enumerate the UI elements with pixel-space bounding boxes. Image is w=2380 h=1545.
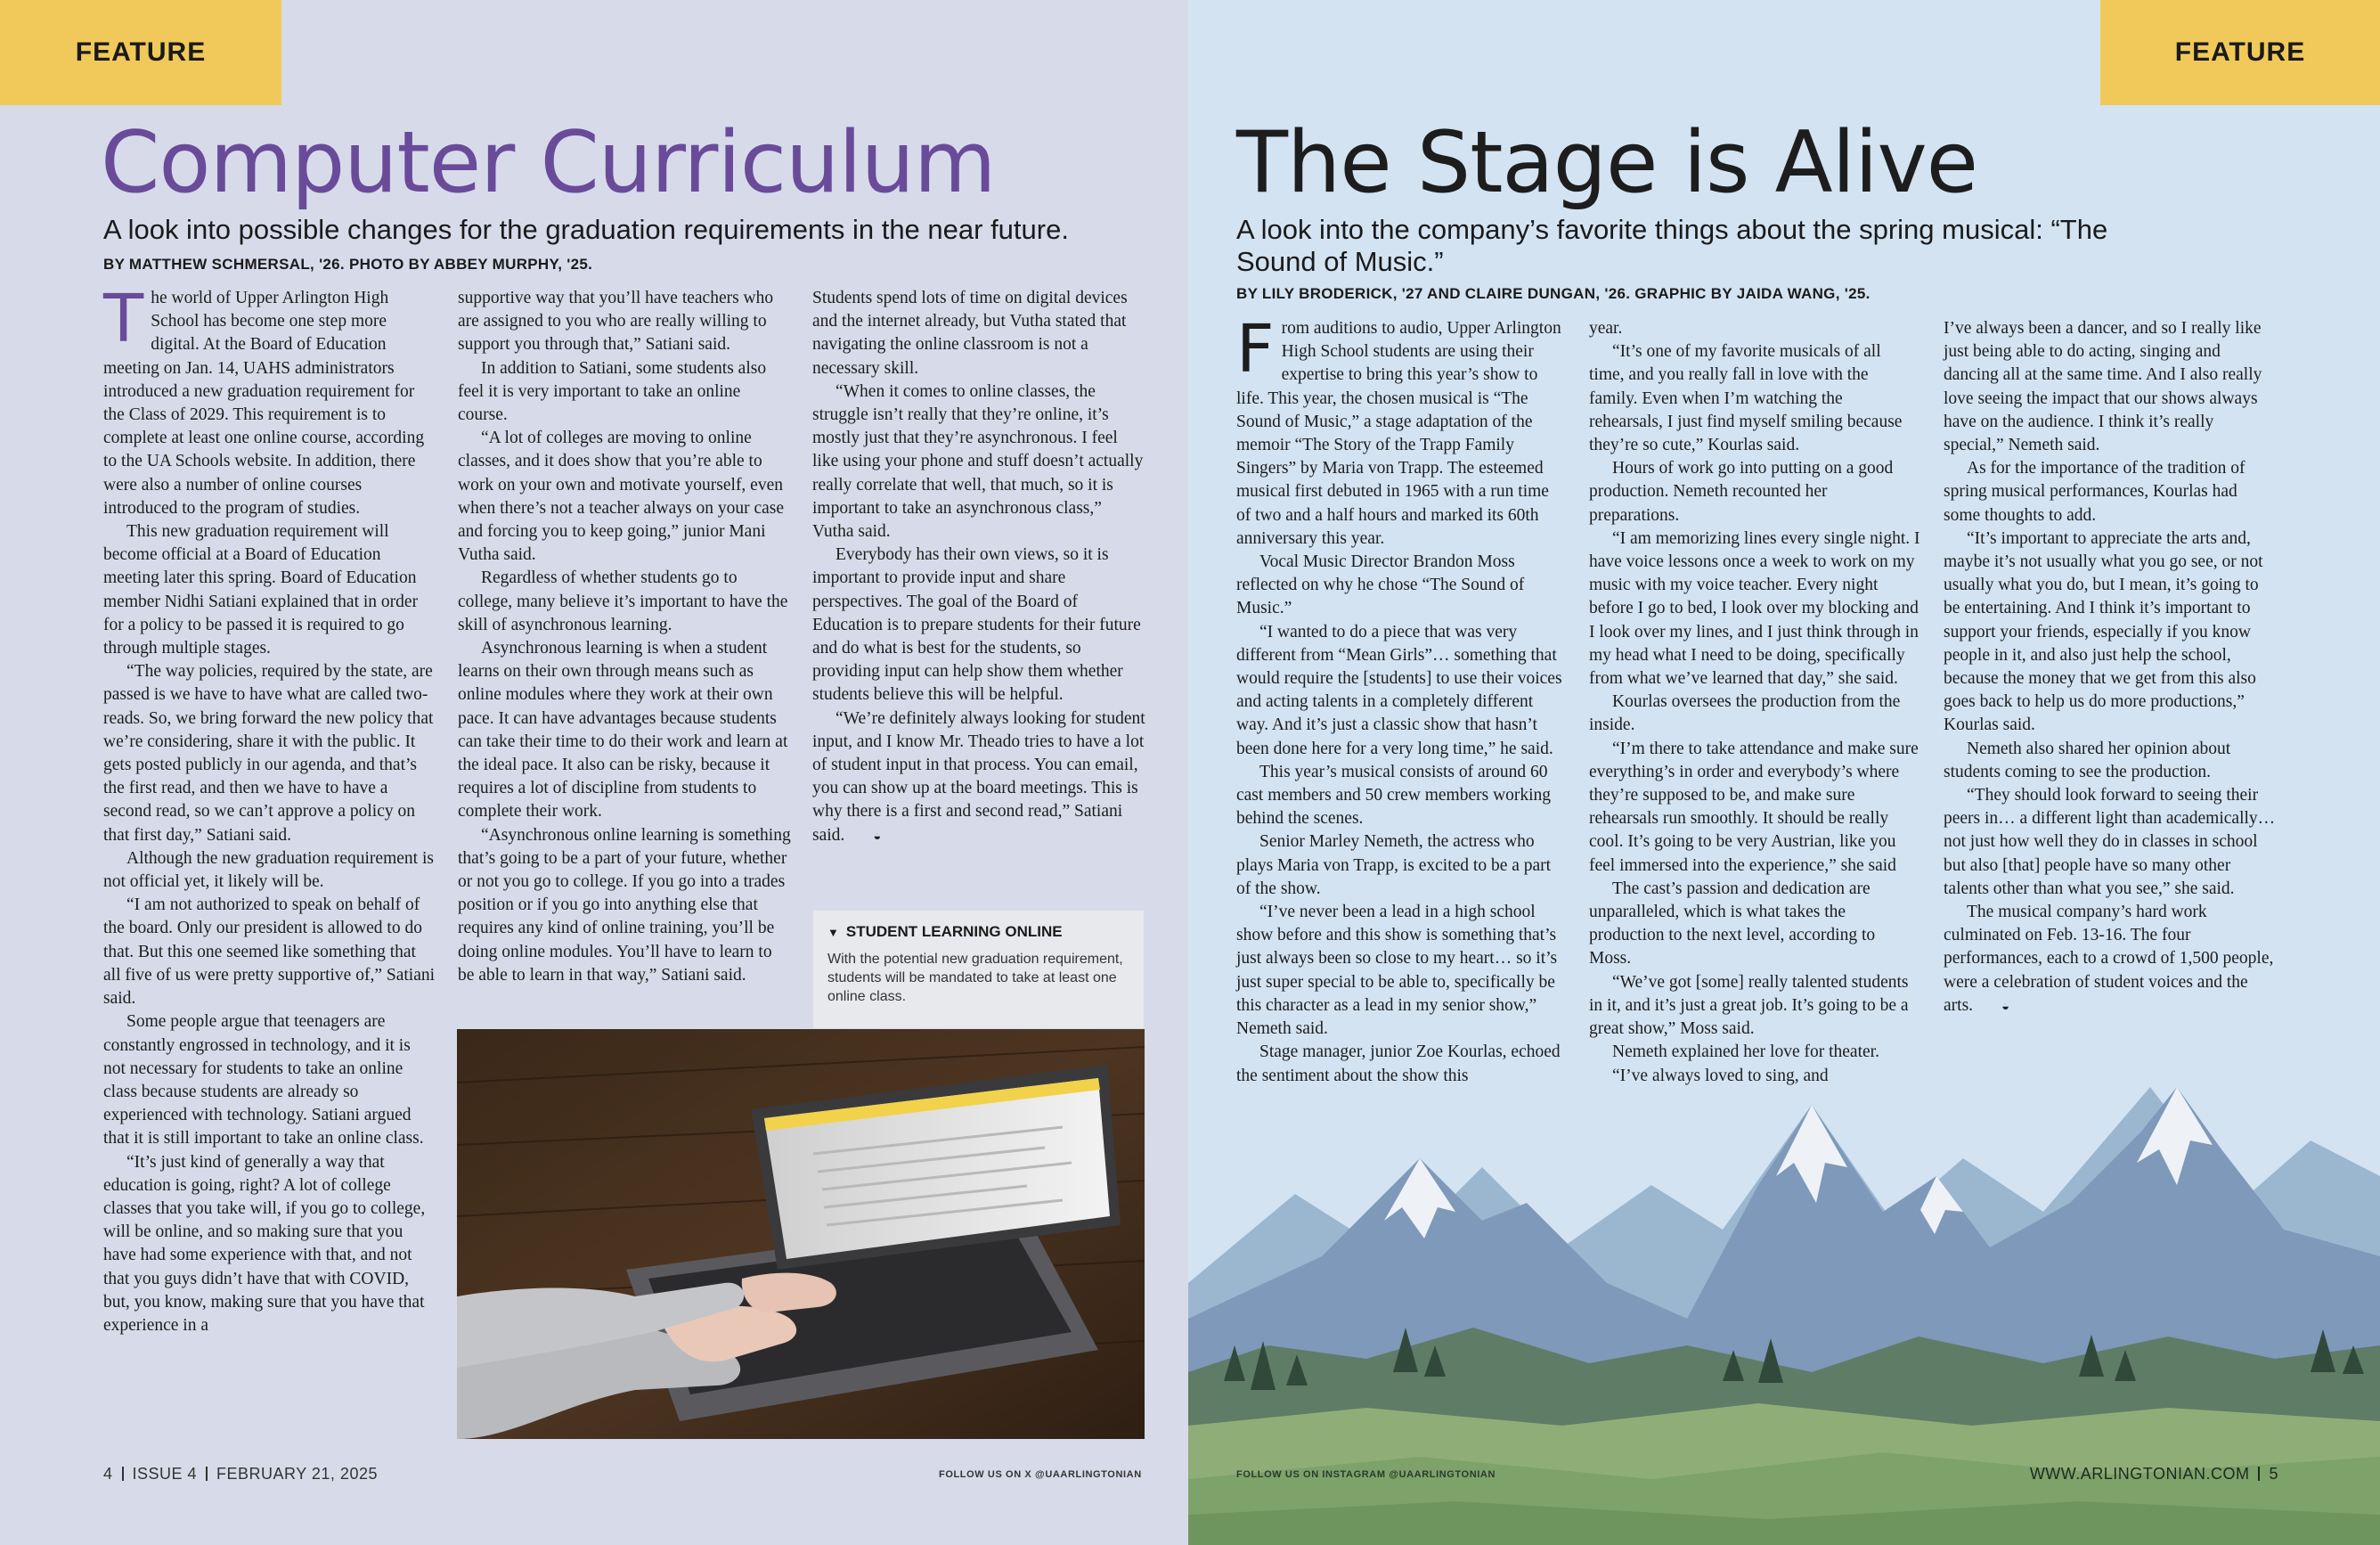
paragraph: The cast’s passion and dedication are unparalleled, which is what takes the production to the next level, according to Moss. xyxy=(1589,879,1876,969)
paragraph: “It’s just kind of generally a way that education is going, right? A lot of college classes that you take will, if you go to college, will be online, and so making sure that you have had some experience with that, and not that you guys didn’t have that with COVID, but, you know, making sure that you have that experience in a xyxy=(103,1152,426,1335)
paragraph: In addition to Satiani, some students also feel it is very important to take an online course. xyxy=(458,358,767,425)
paragraph: “It’s important to appreciate the arts and, maybe it’s not usually what you go see, or not usually what you do, but I mean, it’s going to be entertaining. And I think it’s important to support your friends, especially if you know people in it, and also just help the school, because the money that we get from this also goes back to help us do more productions,” Kourlas said. xyxy=(1944,528,2263,735)
folio-divider xyxy=(2258,1467,2260,1481)
paragraph: “It’s one of my favorite musicals of all time, and you really fall in love with the family. Even when I’m watching the rehearsals, I just find myself smiling because they’re so cute,” Kourlas said. xyxy=(1589,342,1903,455)
article-byline: BY LILY BRODERICK, '27 AND CLAIRE DUNGAN, '26. GRAPHIC BY JAIDA WANG, '25. xyxy=(1236,285,1871,302)
article-title: Computer Curriculum xyxy=(101,114,996,212)
paragraph: This year’s musical consists of around 60 cast members and 50 crew members working behind the scenes. xyxy=(1236,762,1552,829)
paragraph: Everybody has their own views, so it is important to provide input and share perspectives. The goal of the Board of Education is to prepare students for their future and do what is best for the students, so providing input can help show them whether students believe this will be helpful. xyxy=(812,545,1141,705)
paragraph: supportive way that you’ll have teachers who are assigned to you who are really willing to support you through that,” Satiani said. xyxy=(458,289,774,355)
page-number: 5 xyxy=(2269,1465,2278,1483)
paragraph: “I am memorizing lines every single night. I have voice lessons once a week to work on my music with my voice teacher. Every night before I go to bed, I look over my blocking and I look over my lines, and I just think through in my head what I need to be doing, specifically from what we’ve learned that day,” she said. xyxy=(1589,528,1920,689)
social-follow-x: FOLLOW US ON X @UAARLINGTONIAN xyxy=(939,1469,1142,1480)
paragraph: “I’ve never been a lead in a high school show before and this show is something that’s just always been so close to my heart… so it’s just super special to be able to, specifically be this character as a lead in my senior show,” Nemeth said. xyxy=(1236,903,1558,1039)
article-title: The Stage is Alive xyxy=(1236,114,1978,212)
paragraph: “A lot of colleges are moving to online classes, and it does show that you’re able to work on your own and motivate yourself, even when there’s not a teacher always on your case and forcing you to keep going,” junior Mani Vutha said. xyxy=(458,429,785,565)
social-follow-instagram: FOLLOW US ON INSTAGRAM @UAARLINGTONIAN xyxy=(1236,1469,1496,1480)
folio-left xyxy=(103,1465,378,1484)
paragraph: “I am not authorized to speak on behalf of the board. Only our president is allowed to do that. But this one seemed like something that all five of us were pretty supportive of,” Satiani said. xyxy=(103,895,436,1009)
paragraph: As for the importance of the tradition of spring musical performances, Kourlas had some thoughts to add. xyxy=(1944,459,2246,525)
paragraph: “They should look forward to seeing their peers in… a different light than academically… not just how well they do in classes in school but also [that] people have so many other talents other than what you see,” she said. xyxy=(1944,786,2276,898)
article-dek: A look into possible changes for the graduation requirements in the near future. xyxy=(103,214,1069,245)
folio-right xyxy=(2030,1465,2278,1484)
end-mark-icon: ◒ xyxy=(2001,999,2010,1014)
body-column-3 xyxy=(1944,317,2277,1018)
body-column-1 xyxy=(103,281,436,1337)
body-column-1 xyxy=(1236,311,1566,1088)
paragraph: “I’m there to take attendance and make sure everything’s in order and everybody’s where they’re supposed to be, and make sure rehearsals run smoothly. It should be really cool. It’s going to be very Austrian, like you feel immersed into the experience,” she said xyxy=(1589,739,1919,875)
end-mark-icon: ◒ xyxy=(873,829,882,844)
paragraph: Although the new graduation requirement is not official yet, it likely will be. xyxy=(103,848,434,892)
paragraph: Vocal Music Director Brandon Moss reflected on why he chose “The Sound of Music.” xyxy=(1236,552,1525,618)
paragraph: Students spend lots of time on digital devices and the internet already, but Vutha stated that navigating the online classroom is not a necessary skill. xyxy=(812,289,1128,378)
paragraph: “We’re definitely always looking for student input, and I know Mr. Theado tries to have a lot of student input in that process. You can email, you can show up at the board meetings. This is why there is a first and second read,” Satiani said. ◒ xyxy=(812,707,1146,848)
paragraph: This new graduation requirement will become official at a Board of Education meeting later this spring. Board of Education member Nidhi Satiani explained that in order for a policy to be passed it is required to go through multiple stages. xyxy=(103,522,419,658)
caption-text: With the potential new graduation requirement, students will be mandated to take at least one online class. xyxy=(827,952,1123,1004)
issue-label: ISSUE 4 xyxy=(132,1465,198,1483)
paragraph: Nemeth explained her love for theater. xyxy=(1612,1042,1879,1062)
paragraph: I’ve always been a dancer, and so I really like just being able to do acting, singing and dancing all at the same time. And I also really love seeing the impact that our shows always have on the audience. I think it’s really special,” Nemeth said. xyxy=(1944,319,2262,455)
paragraph: Stage manager, junior Zoe Kourlas, echoed the sentiment about the show this xyxy=(1236,1042,1561,1085)
paragraph: Some people argue that teenagers are constantly engrossed in technology, and it is not necessary for students to take an online class because students are already so experienced with technology. Satiani argued that it is still important to take an online class. xyxy=(103,1012,424,1149)
paragraph: “The way policies, required by the state, are passed is we have to have what are called two-reads. So, we bring forward the new policy that we’re considering, share it with the public. It gets posted publicly in our agenda, and that’s the first read, and then we have to have a second read, so we can’t approve a policy on that first day,” Satiani said. xyxy=(103,662,434,845)
right-page xyxy=(1188,0,2380,1545)
laptop-photo xyxy=(457,1029,1145,1439)
paragraph: “I’ve always loved to sing, and xyxy=(1612,1066,1829,1085)
folio-divider xyxy=(206,1467,208,1481)
paragraph: Asynchronous learning is when a student learns on their own through means such as online modules where they work at their own pace. It can have advantages because students can take their time to do their work and learn at the ideal pace. It also can be risky, because it requires a lot of discipline from students to complete their work. xyxy=(458,639,788,822)
drop-cap: T xyxy=(103,281,144,357)
paragraph: Kourlas oversees the production from the inside. xyxy=(1589,692,1901,735)
paragraph: “I wanted to do a piece that was very different from “Mean Girls”… something that would require the [students] to use their voices and acting talents in a completely different way. And it’s just a classic show that hasn’t been done here for a very long time,” he said. xyxy=(1236,622,1562,758)
folio-divider xyxy=(122,1467,124,1481)
photo-caption-box xyxy=(813,911,1144,1028)
body-column-3 xyxy=(812,287,1146,848)
body-column-2 xyxy=(1589,317,1920,1088)
website-link[interactable]: WWW.ARLINGTONIAN.COM xyxy=(2029,1465,2250,1483)
article-byline: BY MATTHEW SCHMERSAL, '26. PHOTO BY ABBEY MURPHY, '25. xyxy=(103,256,593,273)
paragraph: From auditions to audio, Upper Arlington High School students are using their expertise to bring this year’s show to life. This year, the chosen musical is “The Sound of Music,” a stage adaptation of the memoir “The Story of the Trapp Family Singers” by Maria von Trapp. The esteemed musical first debuted in 1965 with a run time of two and a half hours and marked its 60th anniversary this year. xyxy=(1236,311,1561,548)
drop-cap: F xyxy=(1236,311,1275,388)
caption-title: ▼ STUDENT LEARNING ONLINE xyxy=(827,923,1063,940)
paragraph: “Asynchronous online learning is something that’s going to be a part of your future, whether or not you go to college. If you go into a trades position or if you go into anything else that requires any kind of online training, you’ll be doing online modules. You’ll have to learn to be able to learn in that way,” Satiani said. xyxy=(458,825,791,985)
section-tag: FEATURE xyxy=(2100,0,2380,105)
paragraph: Senior Marley Nemeth, the actress who plays Maria von Trapp, is excited to be a part of the show. xyxy=(1236,832,1552,898)
section-tag: FEATURE xyxy=(0,0,281,105)
left-page xyxy=(0,0,1188,1545)
paragraph: Regardless of whether students go to college, many believe it’s important to have the skill of asynchronous learning. xyxy=(458,568,788,634)
article-dek: A look into the company’s favorite things about the spring musical: “The Sound of Music.” xyxy=(1236,214,2108,277)
paragraph: The musical company’s hard work culminated on Feb. 13-16. The four performances, each to a crowd of 1,500 people, were a celebration of student voices and the arts. ◒ xyxy=(1944,901,2277,1018)
paragraph: Nemeth also shared her opinion about students coming to see the production. xyxy=(1944,739,2231,781)
triangle-down-icon: ▼ xyxy=(827,925,839,939)
paragraph: Hours of work go into putting on a good production. Nemeth recounted her preparations. xyxy=(1589,459,1894,525)
paragraph: “We’ve got [some] really talented students in it, and it’s just a great job. It’s going to be a great show,” Moss said. xyxy=(1589,972,1909,1039)
paragraph: “When it comes to online classes, the struggle isn’t really that they’re online, it’s mostly just that they’re asynchronous. I feel like using your phone and stuff doesn’t actually really correlate that well, that much, so it is important to take an asynchronous class,” Vutha said. xyxy=(812,381,1144,542)
issue-date: FEBRUARY 21, 2025 xyxy=(216,1465,378,1483)
paragraph: The world of Upper Arlington High School has become one step more digital. At the Board of Education meeting on Jan. 14, UAHS administrators introduced a new graduation requirement for the Class of 2029. This requirement is to complete at least one online course, according to the UA Schools website. In addition, there were also a number of online courses introduced to the program of studies. xyxy=(103,281,425,518)
paragraph: year. xyxy=(1589,319,1623,338)
body-column-2 xyxy=(458,287,791,987)
page-number: 4 xyxy=(103,1465,113,1483)
